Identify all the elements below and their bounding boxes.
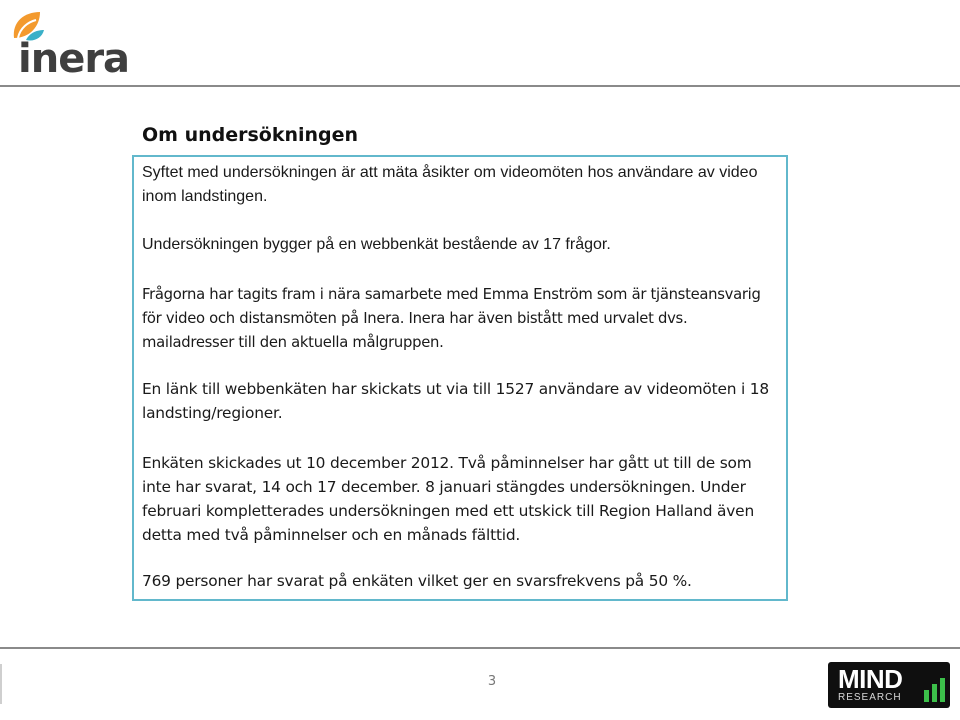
paragraph-purpose: Syftet med undersökningen är att mäta åsikter om videomöten hos användare av video inom landstingen. [142, 164, 758, 205]
mind-logo-word: MIND [838, 664, 903, 694]
bar-chart-icon [924, 676, 946, 702]
paragraph-survey-basis: Undersökningen bygger på en webbenkät bestående av 17 frågor. [142, 236, 611, 253]
inera-wordmark: inera [18, 36, 130, 82]
mind-research-logo [828, 662, 950, 708]
paragraph-timeline: Enkäten skickades ut 10 december 2012. Två påminnelser har gått ut till de som inte har svarat, 14 och 17 december. 8 januari stängdes undersökningen. Under februari kompletterades undersökningen med ett utskick till Region Halland även detta med två påminnelser och en månads fälttid. [142, 454, 755, 544]
slide-edge-mark [0, 664, 2, 704]
page-number: 3 [487, 674, 497, 689]
mind-logo-subtitle: RESEARCH [838, 692, 902, 703]
footer-divider [0, 647, 960, 649]
paragraph-question-development: Frågorna har tagits fram i nära samarbete med Emma Enström som är tjänsteansvarig för video och distansmöten på Inera. Inera har även bistått med urvalet dvs. mailadresser till den aktuella målgruppen. [142, 286, 761, 351]
paragraph-response-rate: 769 personer har svarat på enkäten vilket ger en svarsfrekvens på 50 %. [142, 572, 692, 590]
inera-logo [10, 8, 130, 82]
header-divider [0, 85, 960, 87]
page-title: Om undersökningen [142, 124, 359, 146]
paragraph-distribution: En länk till webbenkäten har skickats ut via till 1527 användare av videomöten i 18 landsting/regioner. [142, 380, 769, 422]
